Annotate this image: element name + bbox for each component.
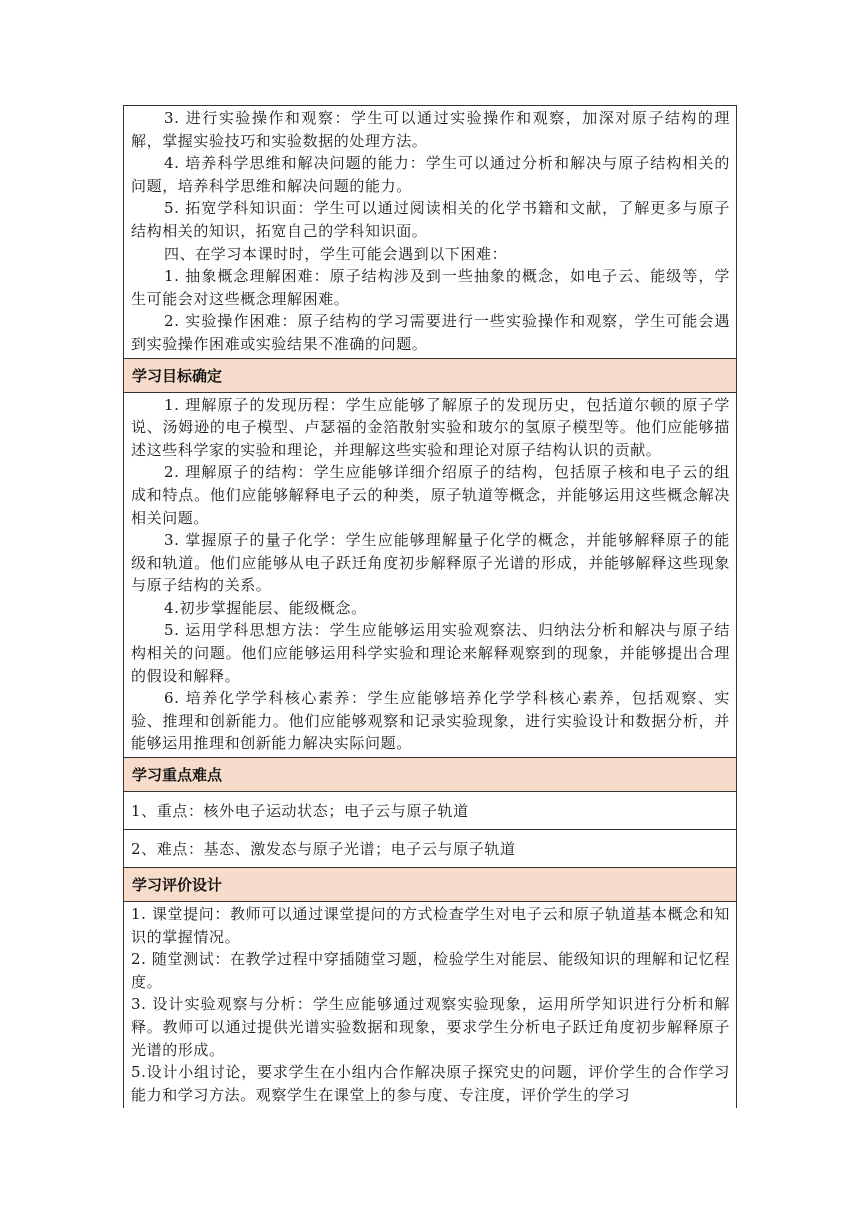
evaluation-section-header: 学习评价设计 <box>124 867 736 902</box>
evaluation-paragraph: 5.设计小组讨论，要求学生在小组内合作解决原子探究史的问题，评价学生的合作学习能力和学习方法。观察学生在课堂上的参与度、专注度，评价学生的学习 <box>131 1063 730 1104</box>
goal-paragraph: 1. 理解原子的发现历程：学生应能够了解原子的发现历史，包括道尔顿的原子学说、汤姆逊的电子模型、卢瑟福的金箔散射实验和玻尔的氢原子模型等。他们应能够描述这些科学家的实验和理论，并理解这些实验和理论对原子结构认识的贡献。 <box>131 395 730 459</box>
keypoint-item: 1、重点：核外电子运动状态；电子云与原子轨道 <box>131 802 469 821</box>
evaluation-paragraph: 3. 设计实验观察与分析：学生应能够通过观察实验现象，运用所学知识进行分析和解释。教师可以通过提供光谱实验数据和现象，要求学生分析电子跃迁角度初步解释原子光谱的形成。 <box>131 995 730 1059</box>
keypoints-cell <box>124 792 736 867</box>
analysis-paragraph: 1. 抽象概念理解困难：原子结构涉及到一些抽象的概念，如电子云、能级等，学生可能会对这些概念理解困难。 <box>131 267 730 308</box>
goal-paragraph: 5. 运用学科思想方法：学生应能够运用实验观察法、归纳法分析和解决与原子结构相关的问题。他们应能够运用科学实验和理论来解释观察到的现象，并能够提出合理的假设和解释。 <box>131 621 730 685</box>
analysis-paragraph: 2. 实验操作困难：原子结构的学习需要进行一些实验操作和观察，学生可能会遇到实验操作困难或实验结果不准确的问题。 <box>131 312 730 353</box>
keypoints-section-header: 学习重点难点 <box>124 757 736 792</box>
keypoint-item: 2、难点：基态、激发态与原子光谱；电子云与原子轨道 <box>124 829 736 867</box>
goals-section-header: 学习目标确定 <box>124 358 736 393</box>
lesson-plan-table <box>123 105 737 1108</box>
goal-paragraph: 3. 掌握原子的量子化学：学生应能够理解量子化学的概念，并能够解释原子的能级和轨道。他们应能够从电子跃迁角度初步解释原子光谱的形成，并能够解释这些现象与原子结构的关系。 <box>131 531 730 595</box>
analysis-paragraph: 3. 进行实验操作和观察：学生可以通过实验操作和观察，加深对原子结构的理解，掌握实验技巧和实验数据的处理方法。 <box>131 109 730 150</box>
goal-paragraph: 2. 理解原子的结构：学生应能够详细介绍原子的结构，包括原子核和电子云的组成和特点。他们应能够解释电子云的种类，原子轨道等概念，并能够运用这些概念解决相关问题。 <box>131 463 730 527</box>
evaluation-cell <box>124 902 736 1108</box>
evaluation-paragraph: 2. 随堂测试：在教学过程中穿插随堂习题，检验学生对能层、能级知识的理解和记忆程度。 <box>131 950 730 991</box>
evaluation-paragraph: 1. 课堂提问：教师可以通过课堂提问的方式检查学生对电子云和原子轨道基本概念和知识的掌握情况。 <box>131 905 730 946</box>
goal-paragraph: 4.初步掌握能层、能级概念。 <box>164 598 367 617</box>
analysis-paragraph: 四、在学习本课时时，学生可能会遇到以下困难： <box>164 244 508 263</box>
analysis-paragraph: 4. 培养科学思维和解决问题的能力：学生可以通过分析和解决与原子结构相关的问题，培养科学思维和解决问题的能力。 <box>131 154 730 195</box>
analysis-paragraph: 5. 拓宽学科知识面：学生可以通过阅读相关的化学书籍和文献，了解更多与原子结构相关的知识，拓宽自己的学科知识面。 <box>131 199 730 240</box>
goals-cell <box>124 393 736 758</box>
analysis-cell <box>124 106 736 358</box>
goal-paragraph: 6. 培养化学学科核心素养：学生应能够培养化学学科核心素养，包括观察、实验、推理和创新能力。他们应能够观察和记录实验现象，进行实验设计和数据分析，并能够运用推理和创新能力解决实际问题。 <box>131 689 730 753</box>
